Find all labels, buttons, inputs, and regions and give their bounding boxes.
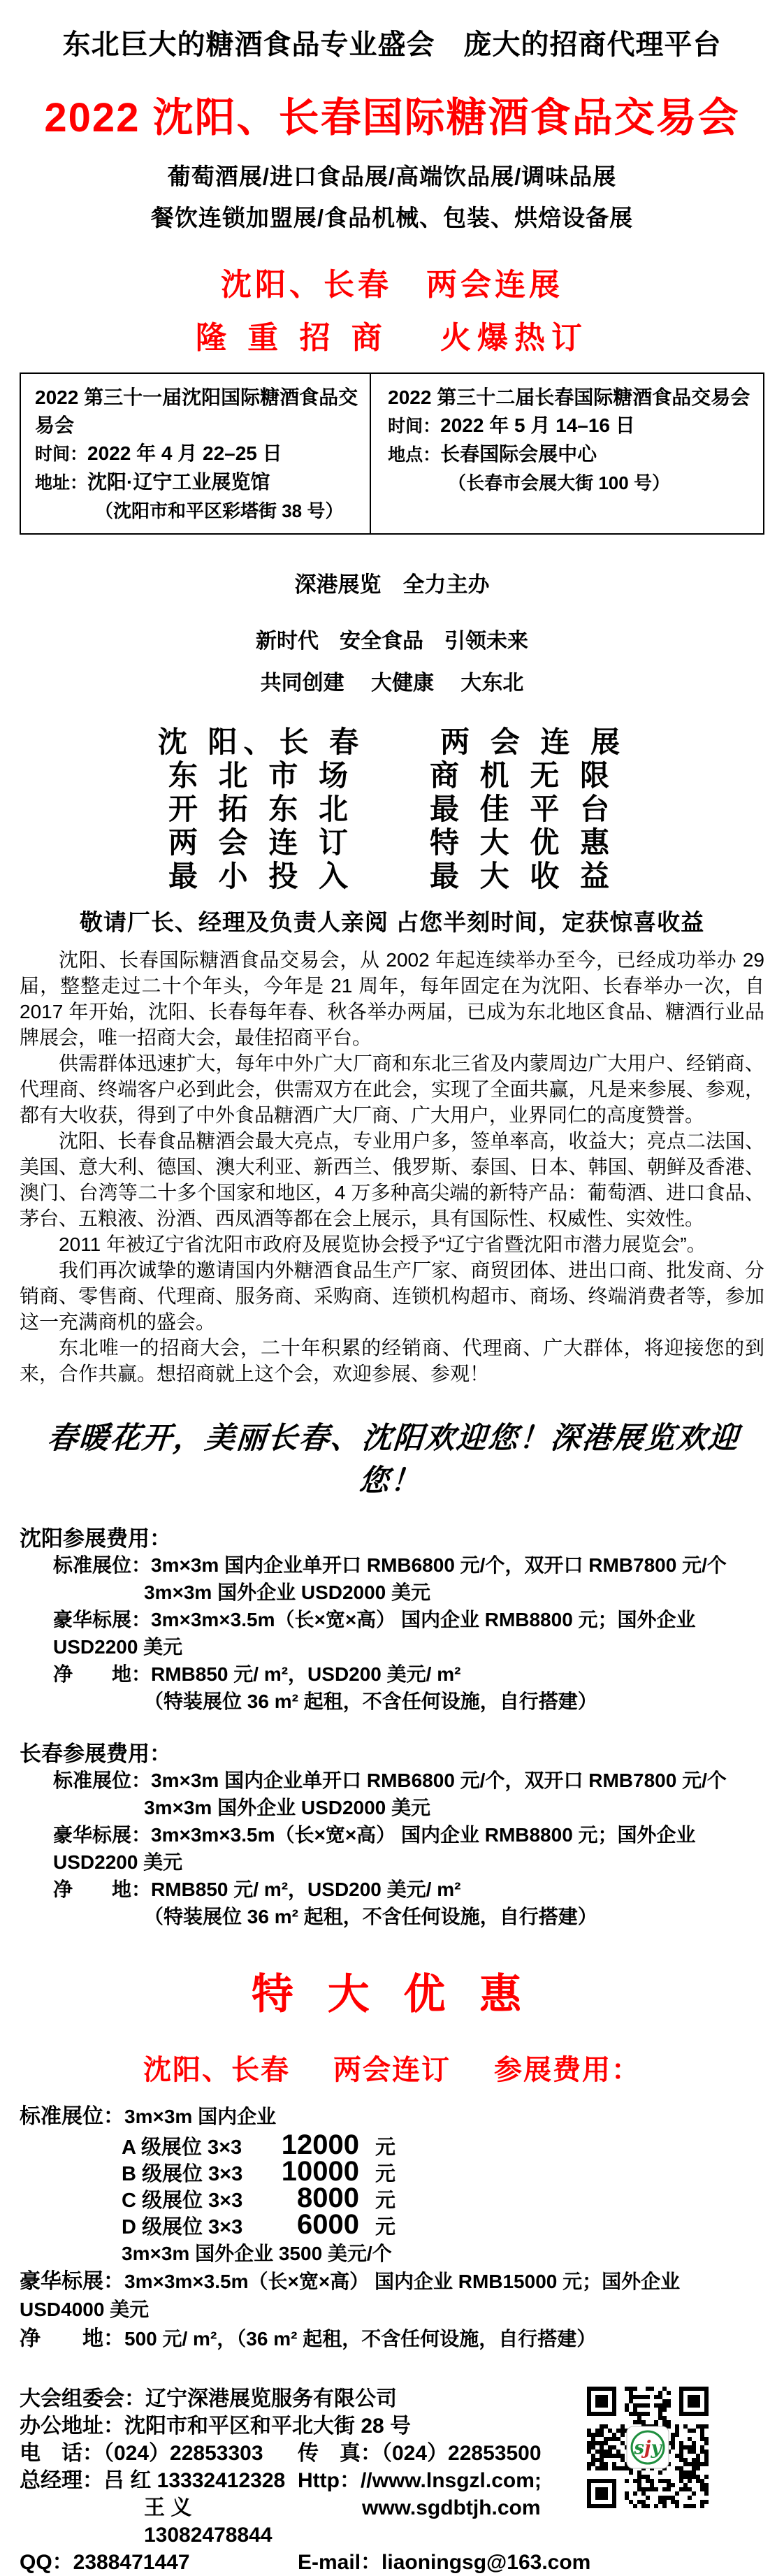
intro-paragraphs bbox=[20, 947, 764, 1387]
qq-email-row bbox=[20, 2549, 764, 2576]
address-label: 地点： bbox=[388, 445, 441, 465]
pair-left: 沈 阳、长 春 bbox=[157, 725, 365, 758]
email-line: E-mail：liaoningsg@163.com bbox=[298, 2551, 591, 2574]
changchun-fees-section bbox=[20, 1742, 764, 1930]
venue-title-shenyang: 2022 第三十一届沈阳国际糖酒食品交易会 bbox=[35, 386, 358, 436]
fee-line: 3m×3m 国外企业 USD2000 美元 bbox=[144, 1582, 431, 1603]
grade-unit: 元 bbox=[375, 2136, 395, 2159]
slogan-pair-row bbox=[20, 826, 764, 860]
venue-address-shenyang bbox=[35, 468, 364, 497]
venue-note-changchun: （长春市会展大街 100 号） bbox=[448, 472, 670, 493]
grade-unit: 元 bbox=[375, 2163, 395, 2185]
address-value: 沈阳·辽宁工业展览馆 bbox=[87, 471, 270, 493]
venue-time-changchun bbox=[388, 412, 757, 440]
grade-price: 10000 bbox=[281, 2156, 359, 2187]
red-slogan-investment: 隆 重 招 商 火爆热订 bbox=[196, 321, 588, 355]
venue-note-shenyang: （沈阳市和平区彩塔街 38 号） bbox=[95, 500, 344, 521]
motto-line-1: 新时代 安全食品 引领未来 bbox=[256, 630, 528, 653]
pair-left: 最 小 投 入 bbox=[168, 860, 354, 892]
grade-row bbox=[122, 2156, 764, 2187]
welcome-calligraphy-line: 春暖花开，美丽长春、沈阳欢迎您！深港展览欢迎您！ bbox=[46, 1421, 741, 1498]
fee-line: 标准展位：3m×3m 国内企业单开口 RMB6800 元/个，双开口 RMB7800 元/个 bbox=[53, 1770, 727, 1791]
special-offer-subheading bbox=[20, 2048, 764, 2087]
subtitle-expo-categories-1: 葡萄酒展/进口食品展/高端饮品展/调味品展 bbox=[167, 164, 617, 189]
subtitle-expo-categories-2: 餐饮连锁加盟展/食品机械、包装、烘焙设备展 bbox=[150, 205, 634, 231]
ground-space-line bbox=[20, 2325, 764, 2353]
fee-line: 豪华标展：3m×3m×3.5m（长×宽×高） 国内企业 RMB8800 元；国外企业 USD2200 美元 bbox=[53, 1609, 696, 1658]
offer-sub-fees: 参展费用： bbox=[494, 2055, 641, 2085]
organizer-line: 深港展览 全力主办 bbox=[294, 572, 490, 597]
pair-right: 两 会 连 展 bbox=[440, 725, 627, 758]
qr-code bbox=[587, 2387, 713, 2512]
intro-paragraph: 2011 年被辽宁省沈阳市政府及展览协会授予“辽宁省暨沈阳市潜力展览会”。 bbox=[59, 1233, 706, 1255]
grade-label: C 级展位 3×3 bbox=[122, 2190, 243, 2212]
grade-price: 6000 bbox=[297, 2209, 359, 2240]
venue-address-changchun bbox=[388, 440, 757, 469]
offer-sub-linked: 两会连订 bbox=[333, 2055, 451, 2085]
grade-label: A 级展位 3×3 bbox=[122, 2136, 242, 2159]
qq-line: QQ：2388471447 bbox=[20, 2551, 190, 2574]
grade-price: 8000 bbox=[297, 2183, 359, 2213]
fee-line: （特装展位 36 m² 起租，不含任何设施，自行搭建） bbox=[144, 1906, 597, 1927]
ground-desc: 500 元/ m²，（36 m² 起租，不含任何设施，自行搭建） bbox=[124, 2328, 597, 2350]
fee-line: （特装展位 36 m² 起租，不含任何设施，自行搭建） bbox=[144, 1691, 597, 1712]
deluxe-label: 豪华标展： bbox=[20, 2270, 124, 2293]
fee-line: 标准展位：3m×3m 国内企业单开口 RMB6800 元/个，双开口 RMB7800 元/个 bbox=[53, 1554, 727, 1576]
phone-line: 电 话：（024）22853303 bbox=[20, 2442, 263, 2465]
grade-label: B 级展位 3×3 bbox=[122, 2163, 243, 2185]
special-offer-heading: 特 大 优 惠 bbox=[251, 1971, 532, 2018]
grade-row bbox=[122, 2209, 764, 2240]
deluxe-booth-line bbox=[20, 2268, 764, 2324]
slogan-pairs bbox=[20, 725, 764, 893]
pair-right: 最 大 收 益 bbox=[430, 860, 616, 892]
time-label: 时间： bbox=[388, 417, 441, 436]
grade-row bbox=[122, 2183, 764, 2213]
changchun-fees-heading: 长春参展费用： bbox=[20, 1742, 171, 1766]
grade-price: 12000 bbox=[281, 2129, 359, 2160]
red-slogan-linked-expos: 沈阳、长春 两会连展 bbox=[221, 268, 563, 302]
venue-time-shenyang bbox=[35, 440, 364, 468]
pair-left: 东 北 市 场 bbox=[168, 759, 354, 792]
foreign-booth-line: 3m×3m 国外企业 3500 美元/个 bbox=[122, 2243, 392, 2264]
address-label: 地址： bbox=[35, 473, 88, 493]
pair-right: 商 机 无 限 bbox=[430, 759, 616, 792]
slogan-pair-row bbox=[20, 860, 764, 893]
time-value: 2022 年 4 月 22–25 日 bbox=[87, 442, 282, 464]
pair-right: 特 大 优 惠 bbox=[430, 826, 616, 859]
grade-row bbox=[122, 2129, 764, 2160]
grade-label: D 级展位 3×3 bbox=[122, 2216, 243, 2238]
general-manager-line-2: 王 义 13082478844 bbox=[144, 2496, 273, 2547]
venue-table bbox=[20, 372, 764, 535]
intro-paragraph: 东北唯一的招商大会，二十年积累的经销商、代理商、广大群体，将迎接您的到来，合作共赢。想招商就上这个会，欢迎参展、参观！ bbox=[20, 1337, 764, 1384]
time-value: 2022 年 5 月 14–16 日 bbox=[440, 414, 635, 436]
motto-line-2: 共同创建 大健康 大东北 bbox=[260, 672, 524, 695]
website-line: Http：//www.lnsgzl.com; bbox=[298, 2469, 542, 2492]
main-title: 2022 沈阳、长春国际糖酒食品交易会 bbox=[44, 95, 740, 140]
slogan-pair-row bbox=[20, 725, 764, 759]
intro-paragraph: 沈阳、长春国际糖酒食品交易会，从 2002 年起连续举办至今，已经成功举办 29 届，整整走过二十个年头，今年是 21 周年，每年固定在为沈阳、长春举办一次，自 2017 年开始，沈阳、长春每年春、秋各举办两届，已成为东北地区食品、糖酒行业品牌展会，唯一招商大会，最佳招商平台。 bbox=[20, 949, 764, 1048]
fee-line: 净 地：RMB850 元/ m²，USD200 美元/ m² bbox=[53, 1879, 461, 1900]
slogan-pair-row bbox=[20, 793, 764, 826]
deluxe-desc: 3m×3m×3.5m（长×宽×高） 国内企业 RMB15000 元；国外企业 USD4000 美元 bbox=[20, 2271, 681, 2320]
standard-booth-line bbox=[20, 2099, 764, 2129]
general-manager-line: 总经理：吕 红 13332412328 bbox=[20, 2469, 286, 2492]
shenyang-fees-heading: 沈阳参展费用： bbox=[20, 1526, 171, 1551]
top-tagline: 东北巨大的糖酒食品专业盛会 庞大的招商代理平台 bbox=[62, 29, 722, 60]
pair-left: 开 拓 东 北 bbox=[168, 793, 354, 825]
website-line-2: www.sgdbtjh.com bbox=[362, 2496, 541, 2519]
pair-left: 两 会 连 订 bbox=[168, 826, 354, 859]
offer-sub-cities: 沈阳、长春 bbox=[143, 2055, 290, 2085]
slogan-pair-row bbox=[20, 759, 764, 793]
intro-paragraph: 供需群体迅速扩大，每年中外广大厂商和东北三省及内蒙周边广大用户、经销商、代理商、终端客户必到此会，供需双方在此会，实现了全面共赢，凡是来参展、参观，都有大收获，得到了中外食品糖酒广大厂商、广大用户，业界同仁的高度赞誉。 bbox=[20, 1052, 764, 1126]
grade-unit: 元 bbox=[375, 2216, 395, 2238]
fee-line: 豪华标展：3m×3m×3.5m（长×宽×高） 国内企业 RMB8800 元；国外企业 USD2200 美元 bbox=[53, 1824, 696, 1873]
address-value: 长春国际会展中心 bbox=[440, 443, 597, 465]
svg-text:sjy: sjy bbox=[634, 2438, 662, 2459]
shenyang-fees-section bbox=[20, 1526, 764, 1715]
footer bbox=[20, 2385, 764, 2576]
venue-cell-shenyang bbox=[21, 374, 370, 533]
time-label: 时间： bbox=[35, 444, 88, 464]
intro-paragraph: 我们再次诚挚的邀请国内外糖酒食品生产厂家、商贸团体、进出口商、批发商、分销商、零售商、代理商、服务商、采购商、连锁机构超市、商场、终端消费者等，参加这一充满商机的盛会。 bbox=[20, 1259, 764, 1333]
venue-title-changchun: 2022 第三十二届长春国际糖酒食品交易会 bbox=[388, 386, 750, 408]
office-address-line: 办公地址：沈阳市和平区和平北大街 28 号 bbox=[20, 2415, 412, 2438]
fax-line: 传 真：（024）22853500 bbox=[298, 2442, 542, 2465]
committee-line: 大会组委会：辽宁深港展览服务有限公司 bbox=[20, 2387, 397, 2410]
standard-booth-label: 标准展位： bbox=[20, 2105, 124, 2128]
fee-line: 3m×3m 国外企业 USD2000 美元 bbox=[144, 1797, 431, 1818]
standard-booth-desc: 3m×3m 国内企业 bbox=[124, 2106, 277, 2127]
pair-right: 最 佳 平 台 bbox=[430, 793, 616, 825]
grade-price-list bbox=[20, 2129, 764, 2240]
intro-paragraph: 沈阳、长春食品糖酒会最大亮点，专业用户多，签单率高，收益大；亮点二法国、美国、意大利、德国、澳大利亚、新西兰、俄罗斯、泰国、日本、韩国、朝鲜及香港、澳门、台湾等二十多个国家和地区，4 万多种高尖端的新特产品：葡萄酒、进口食品、茅台、五粮液、汾酒、西凤酒等都在会上展示，具有国际性、权威性、实效性。 bbox=[20, 1130, 764, 1229]
venue-cell-changchun bbox=[370, 374, 763, 533]
invite-line: 敬请厂长、经理及负责人亲阅 占您半刻时间，定获惊喜收益 bbox=[79, 909, 705, 935]
grade-unit: 元 bbox=[375, 2190, 395, 2212]
fee-line: 净 地：RMB850 元/ m²，USD200 美元/ m² bbox=[53, 1663, 461, 1685]
ground-label: 净 地： bbox=[20, 2327, 124, 2350]
